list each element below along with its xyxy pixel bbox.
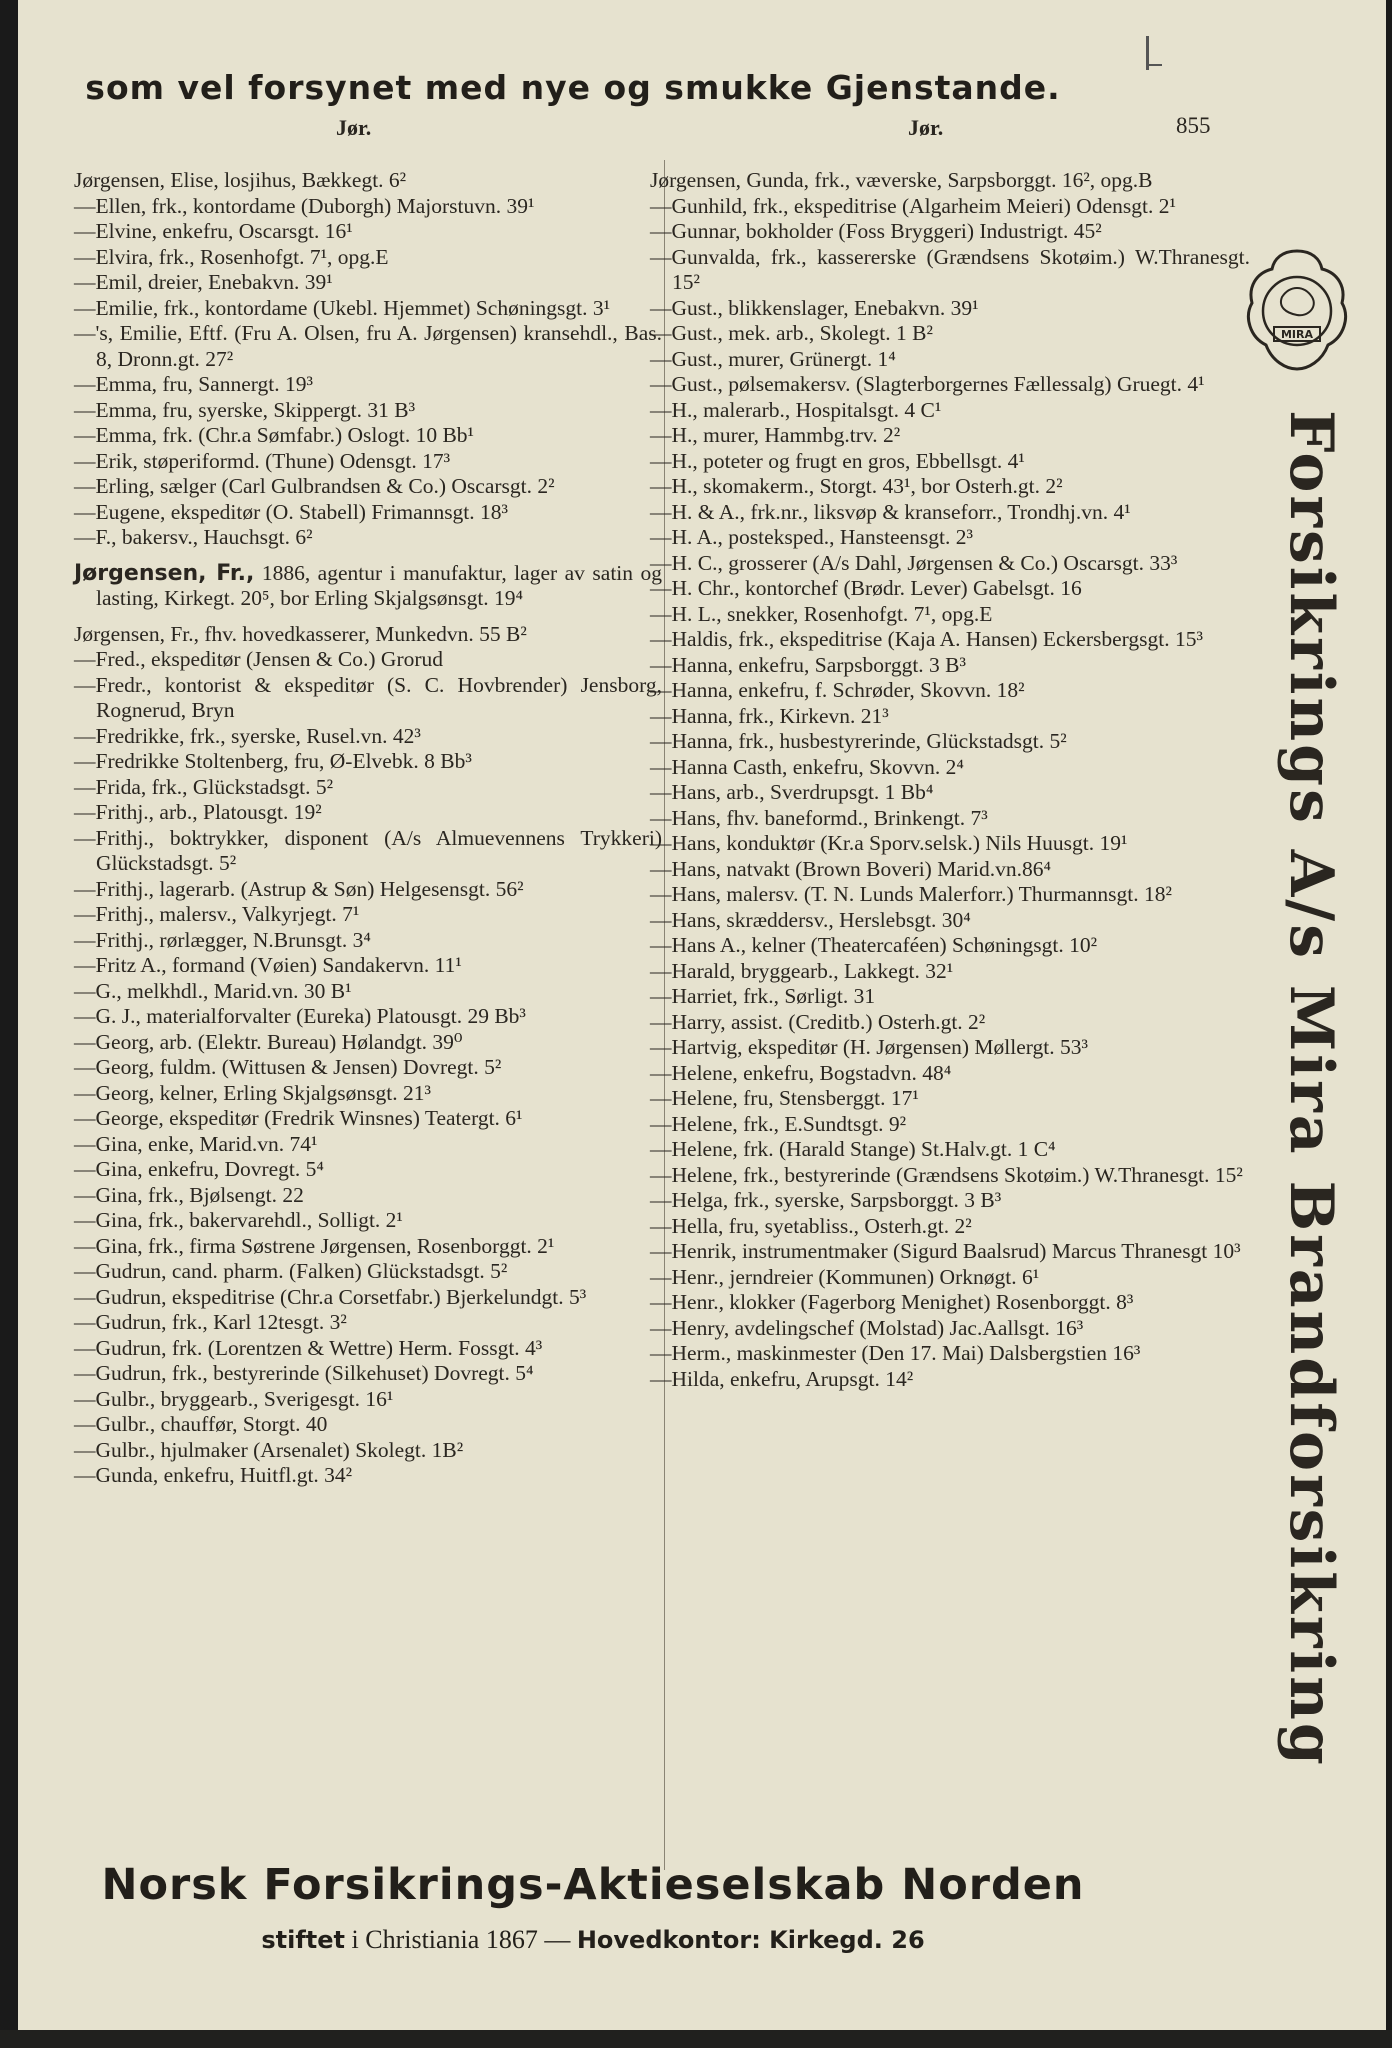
- directory-entry: —'s, Emilie, Eftf. (Fru A. Olsen, fru A. Jørgensen) kransehdl., Bas. 8, Dronn.gt. 27²: [74, 321, 662, 371]
- directory-entry: —Hanna, enkefru, f. Schrøder, Skovvn. 18²: [650, 678, 1025, 702]
- directory-entry: —Gulbr., hjulmaker (Arsenalet) Skolegt. 1B²: [74, 1437, 464, 1462]
- directory-entry: —Herm., maskinmester (Den 17. Mai) Dalsbergstien 16³: [650, 1341, 1141, 1365]
- directory-entry: Jørgensen, Fr., fhv. hovedkasserer, Munkedvn. 55 B²: [74, 621, 527, 646]
- directory-entry: —Gunnar, bokholder (Foss Bryggeri) Industrigt. 45²: [650, 219, 1102, 243]
- directory-entry: —Ellen, frk., kontordame (Duborgh) Majorstuvn. 39¹: [74, 193, 535, 218]
- top-advertisement: som vel forsynet med nye og smukke Gjenstande.: [85, 68, 1061, 107]
- footer-office-label: Hovedkontor:: [576, 1926, 761, 1954]
- directory-entry: —Henry, avdelingschef (Molstad) Jac.Aallsgt. 16³: [650, 1315, 1084, 1340]
- directory-entry: —Frithj., rørlægger, N.Brunsgt. 3⁴: [74, 927, 371, 952]
- directory-entry: —H. L., snekker, Rosenhofgt. 7¹, opg.E: [650, 601, 993, 626]
- directory-entry: —Gudrun, cand. pharm. (Falken) Glückstadsgt. 5²: [74, 1259, 508, 1283]
- right-entries: [650, 168, 1250, 1392]
- directory-entry: —Frida, frk., Glückstadsgt. 5²: [74, 774, 334, 799]
- directory-entry: —Gudrun, frk., Karl 12tesgt. 3²: [74, 1310, 347, 1334]
- directory-entry: —Gust., blikkenslager, Enebakvn. 39¹: [650, 295, 979, 320]
- left-column-heading: Jør.: [336, 115, 372, 140]
- directory-entry: —Gust., mek. arb., Skolegt. 1 B²: [650, 321, 933, 345]
- directory-entry: —Hans, konduktør (Kr.a Sporv.selsk.) Nils Huusgt. 19¹: [650, 831, 1128, 855]
- left-column: [74, 168, 662, 1489]
- page-number: 855: [1176, 113, 1211, 138]
- right-column-heading: Jør.: [908, 115, 944, 140]
- directory-entry: —Hans, malersv. (T. N. Lunds Malerforr.) Thurmannsgt. 18²: [650, 882, 1172, 906]
- directory-entry: —H., skomakerm., Storgt. 43¹, bor Osterh.gt. 2²: [650, 474, 1063, 498]
- directory-entry: —Hanna, frk., husbestyrerinde, Glückstadsgt. 5²: [650, 729, 1067, 753]
- directory-entry: —Gudrun, ekspeditrise (Chr.a Corsetfabr.) Bjerkelundgt. 5³: [74, 1284, 587, 1309]
- footer-company-name: Norsk Forsikrings-Aktieselskab Norden: [101, 1860, 1085, 1910]
- corner-dash: [1146, 64, 1162, 66]
- footer-founded-text: i Christiania 1867 —: [345, 1925, 577, 1954]
- directory-entry: —Gina, frk., firma Søstrene Jørgensen, Rosenborggt. 2¹: [74, 1233, 555, 1258]
- directory-entry: —Frithj., boktrykker, disponent (A/s Almuevennens Trykkeri) Glückstadsgt. 5²: [74, 825, 662, 875]
- directory-entry: —Fredr., kontorist & ekspeditør (S. C. Hovbrender) Jensborg, Rognerud, Bryn: [74, 672, 662, 722]
- directory-entry: —Harald, bryggearb., Lakkegt. 32¹: [650, 958, 954, 983]
- directory-entry: —Erik, støperiformd. (Thune) Odensgt. 17³: [74, 448, 451, 473]
- directory-entry: —Gunvalda, frk., kassererske (Grændsens Skotøim.) W.Thranesgt. 15²: [650, 244, 1250, 294]
- directory-entry: —George, ekspeditør (Fredrik Winsnes) Teatergt. 6¹: [74, 1106, 523, 1130]
- directory-entry: —Frithj., lagerarb. (Astrup & Søn) Helgesensgt. 56²: [74, 876, 524, 901]
- directory-entry: —Henr., klokker (Fagerborg Menighet) Rosenborggt. 8³: [650, 1290, 1134, 1314]
- directory-entry: —Harry, assist. (Creditb.) Osterh.gt. 2²: [650, 1009, 986, 1034]
- directory-entry: —Erling, sælger (Carl Gulbrandsen & Co.) Oscarsgt. 2²: [74, 474, 555, 498]
- directory-entry: —Frithj., malersv., Valkyrjegt. 7¹: [74, 902, 360, 926]
- directory-entry: —H., malerarb., Hospitalsgt. 4 C¹: [650, 397, 942, 422]
- directory-entry: —Helene, enkefru, Bogstadvn. 48⁴: [650, 1060, 952, 1085]
- highlight-details: 1886, agentur i manufaktur, lager av satin og lasting, Kirkegt. 20⁵, bor Erling Skjalgsønsgt. 19⁴: [96, 560, 662, 610]
- directory-entry: —H. A., posteksped., Hansteensgt. 2³: [650, 525, 973, 549]
- directory-entry: —Harriet, frk., Sørligt. 31: [650, 984, 876, 1008]
- directory-entry: —Hans, natvakt (Brown Boveri) Marid.vn.86⁴: [650, 856, 1051, 881]
- directory-entry: —Eugene, ekspeditør (O. Stabell) Frimannsgt. 18³: [74, 499, 508, 524]
- directory-entry: —Henr., jerndreier (Kommunen) Orknøgt. 6¹: [650, 1264, 1040, 1289]
- directory-entry: —Helene, frk. (Harald Stange) St.Halv.gt. 1 C⁴: [650, 1137, 1056, 1161]
- directory-entry: —Fred., ekspeditør (Jensen & Co.) Grorud: [74, 647, 444, 671]
- mira-logo-icon: [1242, 245, 1352, 375]
- footer-founded-prefix: stiftet: [261, 1926, 345, 1954]
- directory-entry: —Gust., pølsemakersv. (Slagterborgernes Fællessalg) Gruegt. 4¹: [650, 372, 1205, 396]
- directory-entry: —Hans, fhv. baneformd., Brinkengt. 7³: [650, 805, 988, 830]
- directory-entry: —Georg, kelner, Erling Skjalgsønsgt. 21³: [74, 1080, 431, 1105]
- directory-entry: —Gust., murer, Grünergt. 1⁴: [650, 346, 896, 371]
- directory-entry: —Emil, dreier, Enebakvn. 39¹: [74, 270, 333, 294]
- directory-entry: —Hanna, frk., Kirkevn. 21³: [650, 703, 889, 728]
- directory-entry: —Gina, enke, Marid.vn. 74¹: [74, 1131, 318, 1156]
- directory-entry: —Gina, frk., Bjølsengt. 22: [74, 1182, 304, 1207]
- directory-entry: —Gunda, enkefru, Huitfl.gt. 34²: [74, 1463, 353, 1487]
- directory-entry: —Hanna, enkefru, Sarpsborggt. 3 B³: [650, 652, 966, 677]
- directory-entry: —H., murer, Hammbg.trv. 2²: [650, 423, 901, 447]
- directory-entry: —Gulbr., bryggearb., Sverigesgt. 16¹: [74, 1386, 394, 1411]
- footer-details: [18, 1925, 1168, 1955]
- footer-office-address: Kirkegd. 26: [760, 1926, 925, 1954]
- directory-entry: —Gudrun, frk. (Lorentzen & Wettre) Herm. Fossgt. 4³: [74, 1335, 543, 1360]
- directory-entry: —Fredrikke Stoltenberg, fru, Ø-Elvebk. 8 Bb³: [74, 749, 472, 773]
- directory-entry: —H., poteter og frugt en gros, Ebbellsgt. 4¹: [650, 448, 1025, 473]
- directory-entry: —Gunhild, frk., ekspeditrise (Algarheim Meieri) Odensgt. 2¹: [650, 193, 1176, 218]
- right-column: [650, 168, 1250, 1392]
- directory-entry: —F., bakersv., Hauchsgt. 6²: [74, 525, 313, 549]
- directory-entry: —Gudrun, frk., bestyrerinde (Silkehuset) Dovregt. 5⁴: [74, 1361, 534, 1385]
- left-entries-part-2: [74, 622, 662, 1489]
- directory-entry: —Helene, frk., E.Sundtsgt. 9²: [650, 1111, 907, 1136]
- directory-entry: —Frithj., arb., Platousgt. 19²: [74, 800, 322, 824]
- highlight-entry: [74, 561, 662, 612]
- directory-entry: —Hans, arb., Sverdrupsgt. 1 Bb⁴: [650, 780, 934, 804]
- logo-text: MIRA: [1280, 328, 1314, 341]
- directory-entry: Jørgensen, Gunda, frk., væverske, Sarpsborggt. 16², opg.B: [650, 168, 1153, 192]
- directory-entry: —Hanna Casth, enkefru, Skovvn. 2⁴: [650, 754, 964, 779]
- directory-entry: —Emma, fru, Sannergt. 19³: [74, 372, 313, 396]
- directory-entry: —Henrik, instrumentmaker (Sigurd Baalsrud) Marcus Thranesgt 10³: [650, 1239, 1241, 1263]
- directory-entry: —Helga, frk., syerske, Sarpsborggt. 3 B³: [650, 1188, 1002, 1212]
- directory-entry: —Hans, skræddersv., Herslebsgt. 30⁴: [650, 907, 971, 932]
- directory-entry: —Fredrikke, frk., syerske, Rusel.vn. 42³: [74, 723, 421, 748]
- directory-entry: —Hans A., kelner (Theatercaféen) Schøningsgt. 10²: [650, 933, 1098, 957]
- directory-entry: —G., melkhdl., Marid.vn. 30 B¹: [74, 978, 352, 1003]
- directory-entry: —G. J., materialforvalter (Eureka) Platousgt. 29 Bb³: [74, 1004, 526, 1028]
- directory-entry: —Fritz A., formand (Vøien) Sandakervn. 11¹: [74, 953, 462, 977]
- directory-entry: —Gina, enkefru, Dovregt. 5⁴: [74, 1157, 324, 1181]
- directory-entry: —H. Chr., kontorchef (Brødr. Lever) Gabelsgt. 16: [650, 576, 1082, 600]
- directory-entry: Jørgensen, Elise, losjihus, Bækkegt. 6²: [74, 168, 407, 192]
- directory-entry: —Gina, frk., bakervarehdl., Solligt. 2¹: [74, 1208, 403, 1232]
- highlight-name: Jørgensen, Fr.,: [74, 560, 255, 586]
- directory-page: [18, 0, 1386, 2048]
- directory-entry: —Emma, frk. (Chr.a Sømfabr.) Oslogt. 10 Bb¹: [74, 423, 474, 447]
- left-entries-part-1: [74, 168, 662, 551]
- directory-entry: —Elvine, enkefru, Oscarsgt. 16¹: [74, 219, 353, 243]
- directory-entry: —Hartvig, ekspeditør (H. Jørgensen) Møllergt. 53³: [650, 1035, 1088, 1059]
- directory-entry: —Helene, frk., bestyrerinde (Grændsens Skotøim.) W.Thranesgt. 15²: [650, 1162, 1243, 1187]
- directory-entry: —Georg, arb. (Elektr. Bureau) Hølandgt. 39⁰: [74, 1029, 463, 1054]
- directory-entry: —Georg, fuldm. (Wittusen & Jensen) Dovregt. 5²: [74, 1055, 502, 1079]
- directory-entry: —H. & A., frk.nr., liksvøp & kranseforr., Trondhj.vn. 4¹: [650, 499, 1131, 524]
- directory-entry: —Emma, fru, syerske, Skippergt. 31 B³: [74, 397, 416, 422]
- directory-entry: —H. C., grosserer (A/s Dahl, Jørgensen & Co.) Oscarsgt. 33³: [650, 550, 1178, 575]
- side-advertisement: Forsikrings A/s Mira Brandforsikring: [1276, 410, 1346, 1768]
- directory-entry: —Helene, fru, Stensberggt. 17¹: [650, 1086, 919, 1110]
- directory-entry: —Emilie, frk., kontordame (Ukebl. Hjemmet) Schøningsgt. 3¹: [74, 295, 611, 320]
- directory-entry: —Haldis, frk., ekspeditrise (Kaja A. Hansen) Eckersbergsgt. 15³: [650, 627, 1203, 651]
- scan-border: [0, 2030, 1392, 2048]
- directory-entry: —Hilda, enkefru, Arupsgt. 14²: [650, 1366, 914, 1391]
- directory-entry: —Gulbr., chauffør, Storgt. 40: [74, 1412, 328, 1436]
- directory-entry: —Elvira, frk., Rosenhofgt. 7¹, opg.E: [74, 244, 389, 269]
- directory-entry: —Hella, fru, syetabliss., Osterh.gt. 2²: [650, 1213, 972, 1238]
